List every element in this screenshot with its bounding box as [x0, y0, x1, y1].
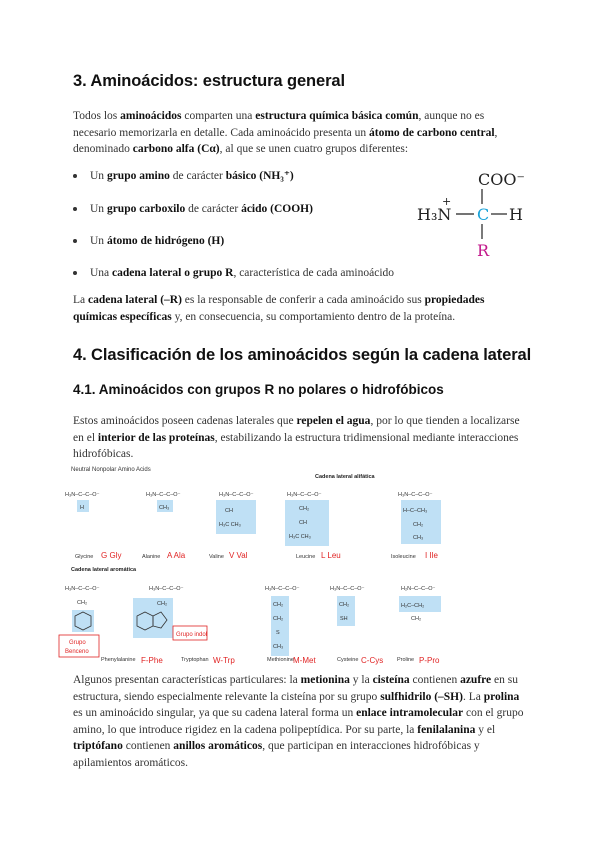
side-chain-text: CH₃ [273, 644, 284, 650]
structure-carboxyl: COO⁻ [478, 170, 525, 189]
nonpolar-intro: Estos aminoácidos poseen cadenas laterales que repelen el agua, por lo que tienden a localizarse en el interior de las proteínas, estabilizando la estructura tridimensional mediante interacciones hidrofóbicas. [73, 415, 520, 460]
bold-term: triptófano [73, 740, 123, 752]
structure-amino: H₃N [417, 205, 452, 224]
structure-plus: + [442, 195, 452, 208]
figure-header-aliphatic: Cadena lateral alifática [315, 474, 375, 480]
backbone-text: H₃N–C–C–O⁻ [146, 492, 181, 498]
bold-term: átomo de carbono central [369, 126, 495, 139]
backbone-text: H₃N–C–C–O⁻ [65, 586, 100, 592]
list-item: Un grupo amino de carácter básico (NH₃⁺) [90, 170, 294, 182]
side-chain-text: CH [299, 520, 307, 526]
backbone-text: H₃N–C–C–O⁻ [398, 492, 433, 498]
backbone-text: H₃N–C–C–O⁻ [287, 492, 322, 498]
valine-name: Valine [209, 554, 224, 560]
section-3-title: 3. Aminoácidos: estructura general [73, 72, 345, 90]
bold-term: estructura química básica común [255, 110, 419, 122]
side-chain-text: CH₂ [339, 602, 350, 608]
alanine-name: Alanine [142, 554, 161, 560]
bold-term: cadena lateral (–R) [88, 294, 182, 306]
leucine-structure [285, 492, 329, 546]
list-item: Un átomo de hidrógeno (H) [90, 235, 225, 247]
backbone-text: H₃N–C–C–O⁻ [65, 492, 100, 498]
bold-term: repelen el agua [296, 415, 371, 427]
bold-term: cadena lateral o grupo R [112, 267, 234, 279]
side-chain-text: H₂C–CH₂ [401, 603, 425, 609]
bold-term: metionina [300, 674, 350, 686]
section-4-title: 4. Clasificación de los aminoácidos según la cadena lateral [73, 346, 532, 364]
cysteine-name: Cysteine [337, 657, 359, 663]
bold-term: átomo de hidrógeno (H) [106, 235, 225, 247]
glycine-name: Glycine [75, 554, 94, 560]
structure-hydrogen: H [509, 205, 523, 224]
side-chain-text: H₃C CH₃ [289, 534, 311, 540]
side-chain-text: H [80, 505, 84, 511]
proline-name: Proline [397, 657, 415, 663]
section-3-intro: Todos los aminoácidos comparten una estructura química básica común, aunque no es necesario memorizarla en detalle. Cada aminoácido presenta un átomo de carbono central, denominado carbono alfa (Cα), al que se unen cuatro grupos diferentes: [73, 110, 498, 155]
cysteine-code: C-Cys [361, 656, 384, 665]
side-chain-text: CH₂ [273, 602, 284, 608]
closing-paragraph: Algunos presentan características particulares: la metionina y la cisteína contienen azufre en su estructura, siendo especialmente relevante la cisteína por su grupo sulfhidrilo (–SH). La prolina es un aminoácido singular, ya que su cadena lateral forma un enlace intramolecular con el grupo amino, lo que introduce rigidez en la cadena polipeptídica. Por su parte, la fenilalanina y el triptófano contienen anillos aromáticos, que participan en interacciones hidrofóbicas y apilamientos aromáticos. [73, 674, 524, 769]
methionine-code: M-Met [293, 656, 316, 665]
side-chain-text: H–C–CH₃ [403, 508, 428, 514]
side-chain-highlight [216, 500, 256, 534]
bold-term: grupo amino [106, 170, 170, 182]
bold-term: aminoácidos [120, 110, 182, 122]
bold-term: anillos aromáticos [173, 740, 263, 752]
bold-term: propiedades químicas específicas [73, 294, 485, 323]
isoleucine-name: Isoleucine [391, 554, 416, 560]
bold-term: azufre [460, 674, 492, 686]
side-chain-text: CH₃ [159, 505, 170, 511]
figure-header-aromatic: Cadena lateral aromática [71, 567, 137, 573]
bold-term: sulfhidrilo (–SH) [380, 690, 463, 703]
bold-term: prolina [483, 690, 520, 703]
bold-term: ácido (COOH) [241, 203, 313, 215]
backbone-text: H₂N–C–C–O⁻ [401, 586, 436, 592]
side-chain-text: CH₂ [413, 522, 424, 528]
side-chain-text: CH₂ [299, 506, 310, 512]
alanine-code: A Ala [167, 551, 186, 560]
section-4-1-title: 4.1. Aminoácidos con grupos R no polares o hidrofóbicos [73, 382, 444, 397]
structure-r-group: R [477, 241, 490, 260]
benzene-group-label-2: Benceno [65, 649, 89, 655]
phenylalanine-code: F-Phe [141, 656, 163, 665]
amino-acid-general-structure [416, 168, 531, 260]
tryptophan-name: Tryptophan [181, 657, 209, 663]
side-chain-text: CH [225, 508, 233, 514]
bold-term: grupo carboxilo [106, 203, 186, 215]
bold-term: interior de las proteínas [97, 431, 215, 444]
glycine-code: G Gly [101, 551, 122, 560]
side-chain-paragraph: La cadena lateral (–R) es la responsable de conferir a cada aminoácido sus propiedades químicas específicas y, en consecuencia, su comportamiento dentro de la proteína. [73, 294, 485, 323]
list-item: Un grupo carboxilo de carácter ácido (COOH) [90, 203, 313, 215]
phenylalanine-name: Phenylalanine [101, 657, 136, 663]
leucine-name: Leucine [296, 554, 316, 560]
side-chain-text: SH [340, 616, 348, 622]
backbone-text: H₃N–C–C–O⁻ [219, 492, 254, 498]
list-item: Una cadena lateral o grupo R, característica de cada aminoácido [90, 267, 395, 279]
side-chain-text: CH₂ [77, 600, 88, 606]
isoleucine-code: I Ile [425, 551, 438, 560]
figure-header-left: Neutral Nonpolar Amino Acids [71, 467, 151, 473]
side-chain-text: H₃C CH₃ [219, 522, 241, 528]
benzene-group-label-1: Grupo [69, 640, 86, 646]
backbone-text: H₃N–C–C–O⁻ [149, 586, 184, 592]
bold-term: fenilalanina [417, 723, 476, 736]
side-chain-text: CH₂ [157, 601, 168, 607]
nonpolar-amino-acids-figure [53, 462, 473, 666]
side-chain-text: CH₂ [273, 616, 284, 622]
bold-term: básico (NH₃⁺) [225, 170, 294, 182]
bold-term: carbono alfa (Cα) [132, 143, 220, 155]
side-chain-text: CH₃ [413, 535, 424, 541]
bold-term: cisteína [372, 674, 410, 686]
tryptophan-code: W-Trp [213, 656, 235, 665]
side-chain-text: CH₂ [411, 616, 422, 622]
backbone-text: H₃N–C–C–O⁻ [330, 586, 365, 592]
indole-group-label: Grupo indol [176, 632, 208, 638]
bold-term: enlace intramolecular [356, 707, 464, 719]
valine-code: V Val [229, 551, 248, 560]
structure-alpha-carbon: C [477, 205, 490, 224]
methionine-name: Methionine [267, 657, 294, 663]
backbone-text: H₃N–C–C–O⁻ [265, 586, 300, 592]
leucine-code: L Leu [321, 551, 341, 560]
proline-code: P-Pro [419, 656, 440, 665]
side-chain-text: S [276, 630, 280, 636]
